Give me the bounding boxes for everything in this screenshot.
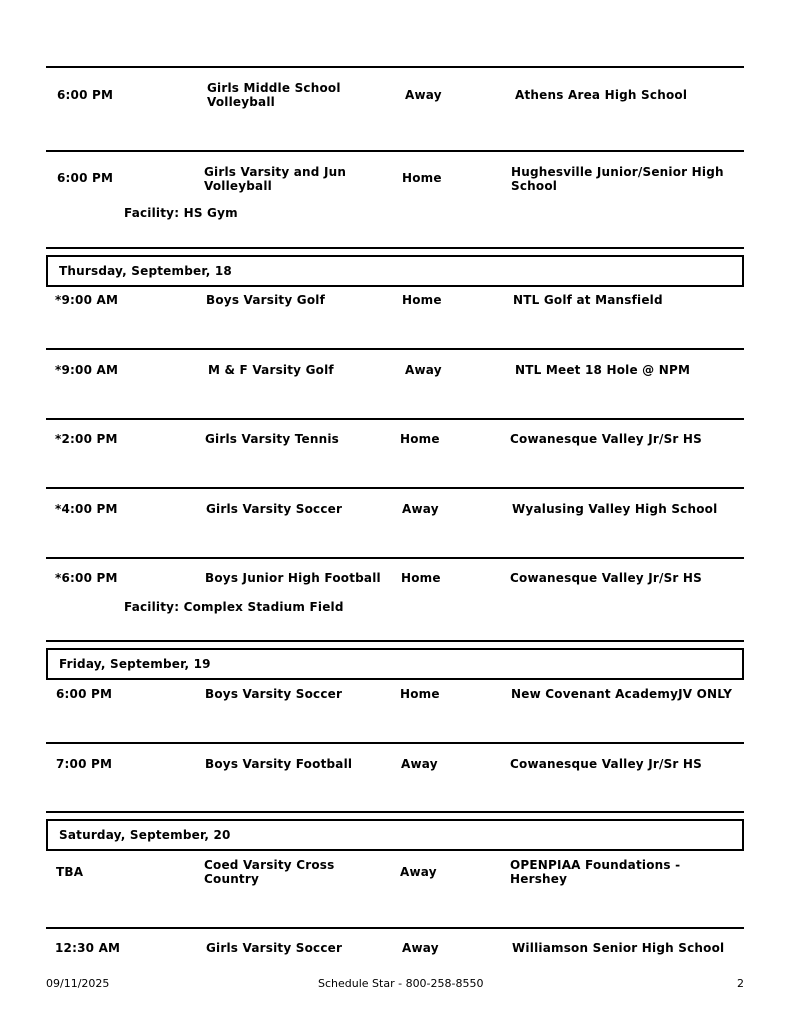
event-sport: Girls Varsity Soccer xyxy=(206,941,343,955)
footer-date: 09/11/2025 xyxy=(46,977,110,990)
day-header-label: Thursday, September, 18 xyxy=(59,264,232,278)
event-time: 7:00 PM xyxy=(56,757,113,771)
event-location: Away xyxy=(401,757,438,771)
row-divider xyxy=(46,348,744,350)
row-divider xyxy=(46,811,744,813)
day-header-label: Saturday, September, 20 xyxy=(59,828,231,842)
event-location: Away xyxy=(400,865,437,879)
event-location: Away xyxy=(405,363,442,377)
row-divider xyxy=(46,742,744,744)
event-sport: Girls Varsity and Jun Volleyball xyxy=(204,165,347,193)
event-opponent: Cowanesque Valley Jr/Sr HS xyxy=(510,432,702,446)
event-time: 6:00 PM xyxy=(57,88,114,102)
row-divider xyxy=(46,247,744,249)
event-location: Away xyxy=(405,88,442,102)
day-header xyxy=(46,255,744,287)
page-number: 2 xyxy=(737,977,744,990)
event-sport: Boys Varsity Golf xyxy=(206,293,325,307)
row-divider xyxy=(46,418,744,420)
event-sport: M & F Varsity Golf xyxy=(208,363,334,377)
event-opponent: Wyalusing Valley High School xyxy=(512,502,718,516)
event-sport: Boys Varsity Soccer xyxy=(205,687,343,701)
day-header xyxy=(46,648,744,680)
event-opponent: Cowanesque Valley Jr/Sr HS xyxy=(510,571,702,585)
event-time: TBA xyxy=(56,865,84,879)
row-divider xyxy=(46,640,744,642)
event-time: *4:00 PM xyxy=(55,502,118,516)
event-sport: Boys Varsity Football xyxy=(205,757,353,771)
event-facility: Facility: Complex Stadium Field xyxy=(124,600,344,614)
row-divider xyxy=(46,557,744,559)
event-location: Home xyxy=(400,687,440,701)
event-opponent: NTL Golf at Mansfield xyxy=(513,293,663,307)
event-sport: Boys Junior High Football xyxy=(205,571,381,585)
event-opponent: Athens Area High School xyxy=(515,88,688,102)
event-opponent: New Covenant AcademyJV ONLY xyxy=(511,687,733,701)
event-time: *2:00 PM xyxy=(55,432,118,446)
event-opponent: Hughesville Junior/Senior High School xyxy=(511,165,724,193)
event-sport: Girls Varsity Tennis xyxy=(205,432,340,446)
event-opponent: NTL Meet 18 Hole @ NPM xyxy=(515,363,691,377)
event-sport: Girls Varsity Soccer xyxy=(206,502,343,516)
event-opponent: Cowanesque Valley Jr/Sr HS xyxy=(510,757,702,771)
event-location: Away xyxy=(402,941,439,955)
day-header xyxy=(46,819,744,851)
event-location: Home xyxy=(400,432,440,446)
event-location: Home xyxy=(402,171,442,185)
event-location: Away xyxy=(402,502,439,516)
event-time: 6:00 PM xyxy=(57,171,114,185)
event-sport: Coed Varsity Cross Country xyxy=(204,858,335,886)
event-time: 12:30 AM xyxy=(55,941,121,955)
event-time: 6:00 PM xyxy=(56,687,113,701)
footer-contact: Schedule Star - 800-258-8550 xyxy=(318,977,484,990)
event-time: *9:00 AM xyxy=(55,293,119,307)
event-time: *6:00 PM xyxy=(55,571,118,585)
event-location: Home xyxy=(401,571,441,585)
event-opponent: Williamson Senior High School xyxy=(512,941,725,955)
event-opponent: OPENPIAA Foundations - Hershey xyxy=(510,858,681,886)
event-time: *9:00 AM xyxy=(55,363,119,377)
row-divider xyxy=(46,150,744,152)
event-sport: Girls Middle School Volleyball xyxy=(207,81,341,109)
row-divider xyxy=(46,927,744,929)
row-divider xyxy=(46,66,744,68)
row-divider xyxy=(46,487,744,489)
day-header-label: Friday, September, 19 xyxy=(59,657,211,671)
event-facility: Facility: HS Gym xyxy=(124,206,238,220)
event-location: Home xyxy=(402,293,442,307)
